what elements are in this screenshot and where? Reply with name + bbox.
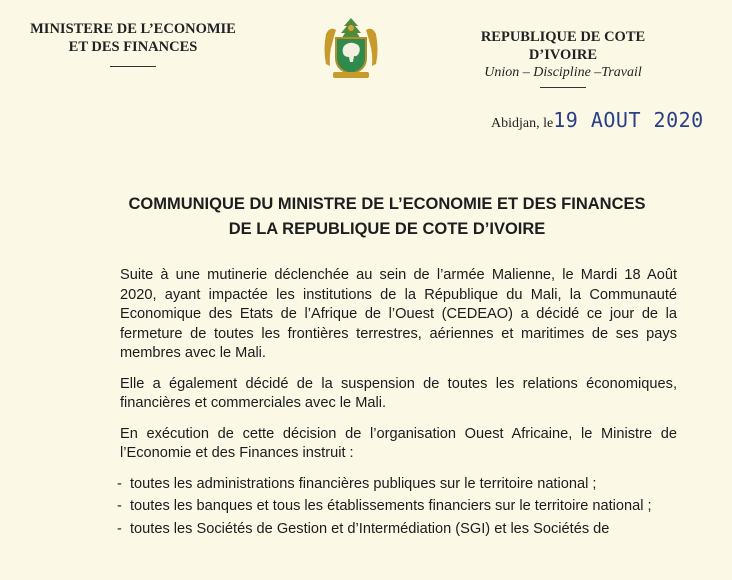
coat-of-arms-icon bbox=[316, 14, 386, 82]
instruction-list bbox=[117, 475, 677, 540]
ministry-line-2: ET DES FINANCES bbox=[68, 39, 198, 55]
date-place: Abidjan, le bbox=[491, 116, 554, 131]
list-item-text: toutes les administrations financières publiques sur le territoire national ; bbox=[130, 475, 597, 492]
title-line-1: COMMUNIQUE DU MINISTRE DE L’ECONOMIE ET DES FINANCES bbox=[128, 195, 646, 213]
list-item-text: toutes les Sociétés de Gestion et d’Intermédiation (SGI) et les Sociétés de bbox=[130, 520, 610, 537]
title-line-2: DE LA REPUBLIQUE DE COTE D’IVOIRE bbox=[228, 220, 546, 238]
ministry-line-1: MINISTERE DE L’ECONOMIE bbox=[30, 21, 236, 37]
date-stamp: 19 AOUT 2020 bbox=[553, 108, 704, 132]
list-item bbox=[117, 497, 677, 517]
divider bbox=[110, 66, 156, 67]
communique-title bbox=[80, 192, 694, 242]
ministry-header bbox=[22, 20, 244, 67]
paragraph: En exécution de cette décision de l’organisation Ouest Africaine, le Ministre de l’Economie et des Finances instruit : bbox=[120, 425, 677, 461]
paragraph: Elle a également décidé de la suspension de toutes les relations économiques, financières et commerciales avec le Mali. bbox=[120, 375, 677, 411]
communique-body bbox=[117, 266, 677, 542]
dateline bbox=[491, 108, 704, 134]
republic-header bbox=[445, 28, 681, 88]
national-motto: Union – Discipline –Travail bbox=[484, 65, 642, 80]
dash-bullet: - bbox=[117, 475, 122, 492]
list-item bbox=[117, 475, 677, 495]
dash-bullet: - bbox=[117, 520, 122, 537]
divider bbox=[540, 87, 586, 88]
dash-bullet: - bbox=[117, 498, 122, 514]
paragraph: Suite à une mutinerie déclenchée au sein de l’armée Malienne, le Mardi 18 Août 2020, ayant impactée les institutions de la République du Mali, la Communauté Economique des Etats de l’Afrique de l’Ouest (CEDEAO) a décidé ce jour de la fermeture de toutes les frontières terrestres, aériennes et maritimes de ses pays membres avec le Mali. bbox=[120, 267, 677, 361]
list-item-text: toutes les banques et tous les établissements financiers sur le territoire national ; bbox=[130, 498, 652, 514]
republic-name: REPUBLIQUE DE COTE D’IVOIRE bbox=[480, 29, 646, 63]
list-item bbox=[117, 520, 677, 540]
